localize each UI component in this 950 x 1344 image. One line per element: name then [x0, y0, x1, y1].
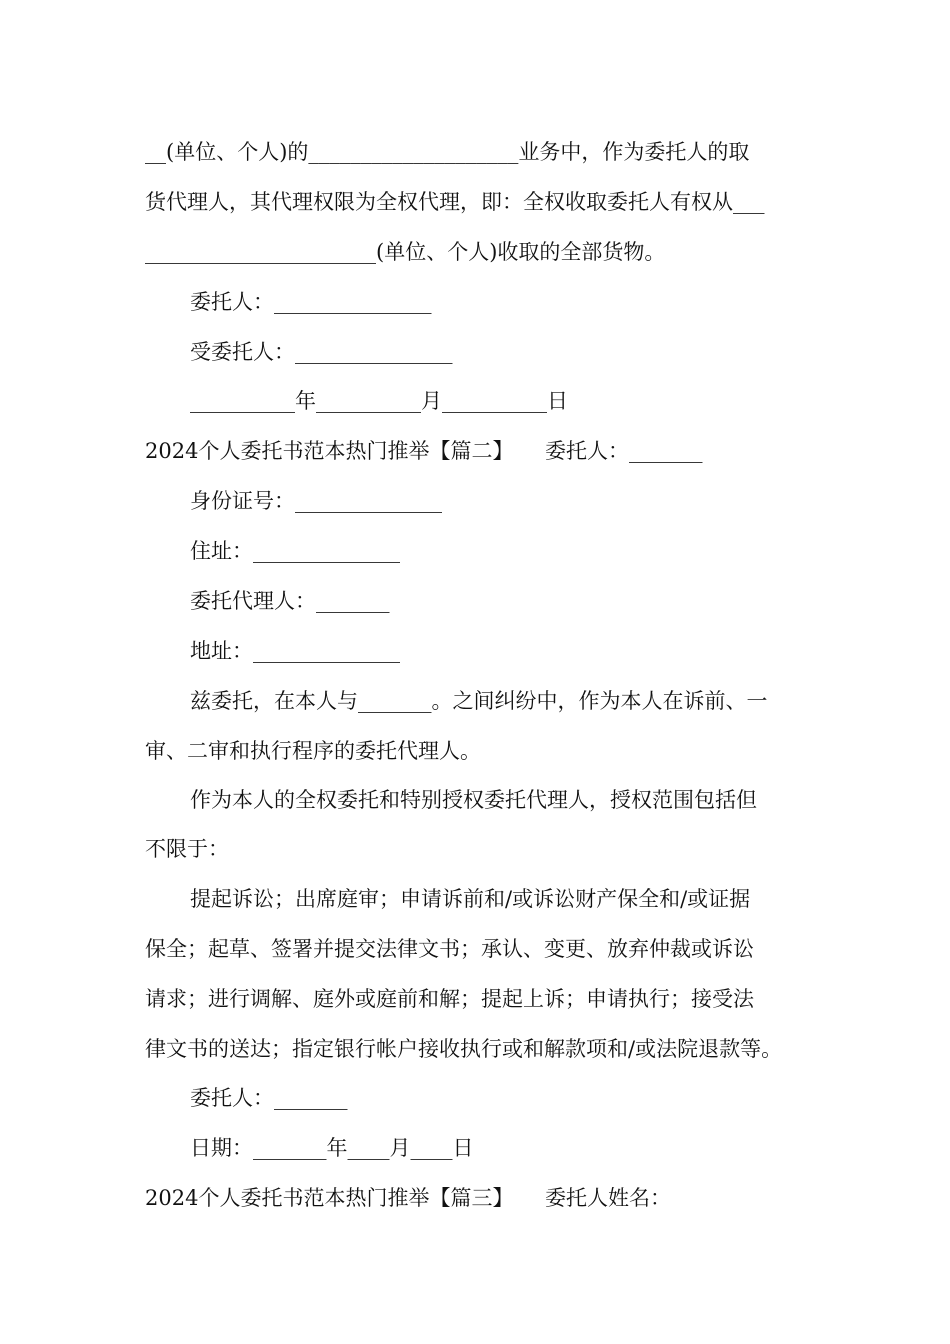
text-line: 保全；起草、签署并提交法律文书；承认、变更、放弃仲裁或诉讼	[145, 937, 754, 961]
text-line: 律文书的送达；指定银行帐户接收执行或和解款项和/或法院退款等。	[145, 1037, 783, 1061]
text-line: 作为本人的全权委托和特别授权委托代理人，授权范围包括但	[190, 788, 757, 812]
text-line: 请求；进行调解、庭外或庭前和解；提起上诉；申请执行；接受法	[145, 987, 754, 1011]
text-line: 地址：______________	[190, 639, 400, 663]
text-line: 审、二审和执行程序的委托代理人。	[145, 739, 481, 763]
text-line: 委托人：_______	[190, 1086, 348, 1110]
text-line: 兹委托，在本人与_______。之间纠纷中，作为本人在诉前、一	[190, 689, 768, 713]
text-line: 提起诉讼；出席庭审；申请诉前和/或诉讼财产保全和/或证据	[190, 887, 751, 911]
text-line: 受委托人：_______________	[190, 340, 453, 364]
text-line: __(单位、个人)的____________________业务中，作为委托人的取	[145, 140, 750, 164]
text-line: 日期：_______年____月____日	[190, 1136, 474, 1160]
text-line: 不限于：	[145, 837, 229, 861]
text-line: 身份证号：______________	[190, 489, 442, 513]
section-heading: 2024个人委托书范本热门推举【篇三】 委托人姓名：	[145, 1186, 671, 1210]
text-line: ______________________(单位、个人)收取的全部货物。	[145, 240, 666, 264]
text-line: __________年__________月__________日	[190, 389, 568, 413]
text-line: 住址：______________	[190, 539, 400, 563]
text-line: 委托人：_______________	[190, 290, 432, 314]
text-line: 货代理人，其代理权限为全权代理，即：全权收取委托人有权从___	[145, 190, 765, 214]
section-heading: 2024个人委托书范本热门推举【篇二】 委托人：_______	[145, 439, 703, 463]
text-line: 委托代理人：_______	[190, 589, 390, 613]
